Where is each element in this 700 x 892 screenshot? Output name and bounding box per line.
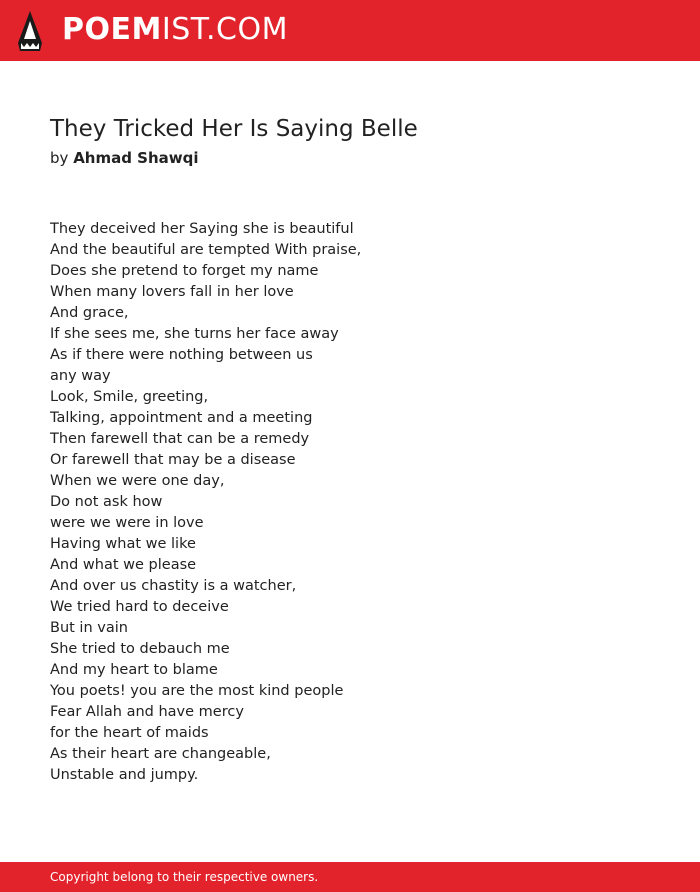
poem-title: They Tricked Her Is Saying Belle <box>50 116 418 142</box>
poem-line: Does she pretend to forget my name <box>50 263 319 279</box>
brand-bold: POEM <box>62 12 162 47</box>
poem-body <box>50 219 650 786</box>
poem-line: And grace, <box>50 305 129 321</box>
poem-line: As their heart are changeable, <box>50 746 271 762</box>
poem-line: And my heart to blame <box>50 662 218 678</box>
copyright-text: Copyright belong to their respective owners. <box>50 870 319 884</box>
poem-line: When many lovers fall in her love <box>50 284 294 300</box>
byline <box>50 149 199 167</box>
poem-line: Unstable and jumpy. <box>50 767 199 783</box>
poem-line: Fear Allah and have mercy <box>50 704 244 720</box>
poem-line: were we were in love <box>50 515 204 531</box>
site-header <box>0 0 700 61</box>
poem-line: Look, Smile, greeting, <box>50 389 209 405</box>
site-footer <box>0 862 700 892</box>
poem-line: But in vain <box>50 620 128 636</box>
poem-line: Talking, appointment and a meeting <box>50 410 313 426</box>
brand-light: IST.COM <box>161 12 288 47</box>
author-name[interactable]: Ahmad Shawqi <box>73 149 199 167</box>
poem-line: Or farewell that may be a disease <box>50 452 296 468</box>
poem-line: any way <box>50 368 111 384</box>
pencil-tip-icon[interactable] <box>18 11 42 51</box>
poem-line: She tried to debauch me <box>50 641 230 657</box>
poem-line: Do not ask how <box>50 494 163 510</box>
poem-line: When we were one day, <box>50 473 225 489</box>
poem-line: If she sees me, she turns her face away <box>50 326 339 342</box>
poem-line: And over us chastity is a watcher, <box>50 578 297 594</box>
poem-line: And what we please <box>50 557 197 573</box>
poem-line: for the heart of maids <box>50 725 209 741</box>
poem-line: We tried hard to deceive <box>50 599 229 615</box>
poem-line: Having what we like <box>50 536 196 552</box>
poem-line: They deceived her Saying she is beautiful <box>50 221 354 237</box>
poem-line: As if there were nothing between us <box>50 347 313 363</box>
poem-line: You poets! you are the most kind people <box>50 683 344 699</box>
poem-line: And the beautiful are tempted With praise, <box>50 242 362 258</box>
by-label: by <box>50 149 69 167</box>
poem-line: Then farewell that can be a remedy <box>50 431 310 447</box>
site-logo-text[interactable] <box>62 12 288 48</box>
